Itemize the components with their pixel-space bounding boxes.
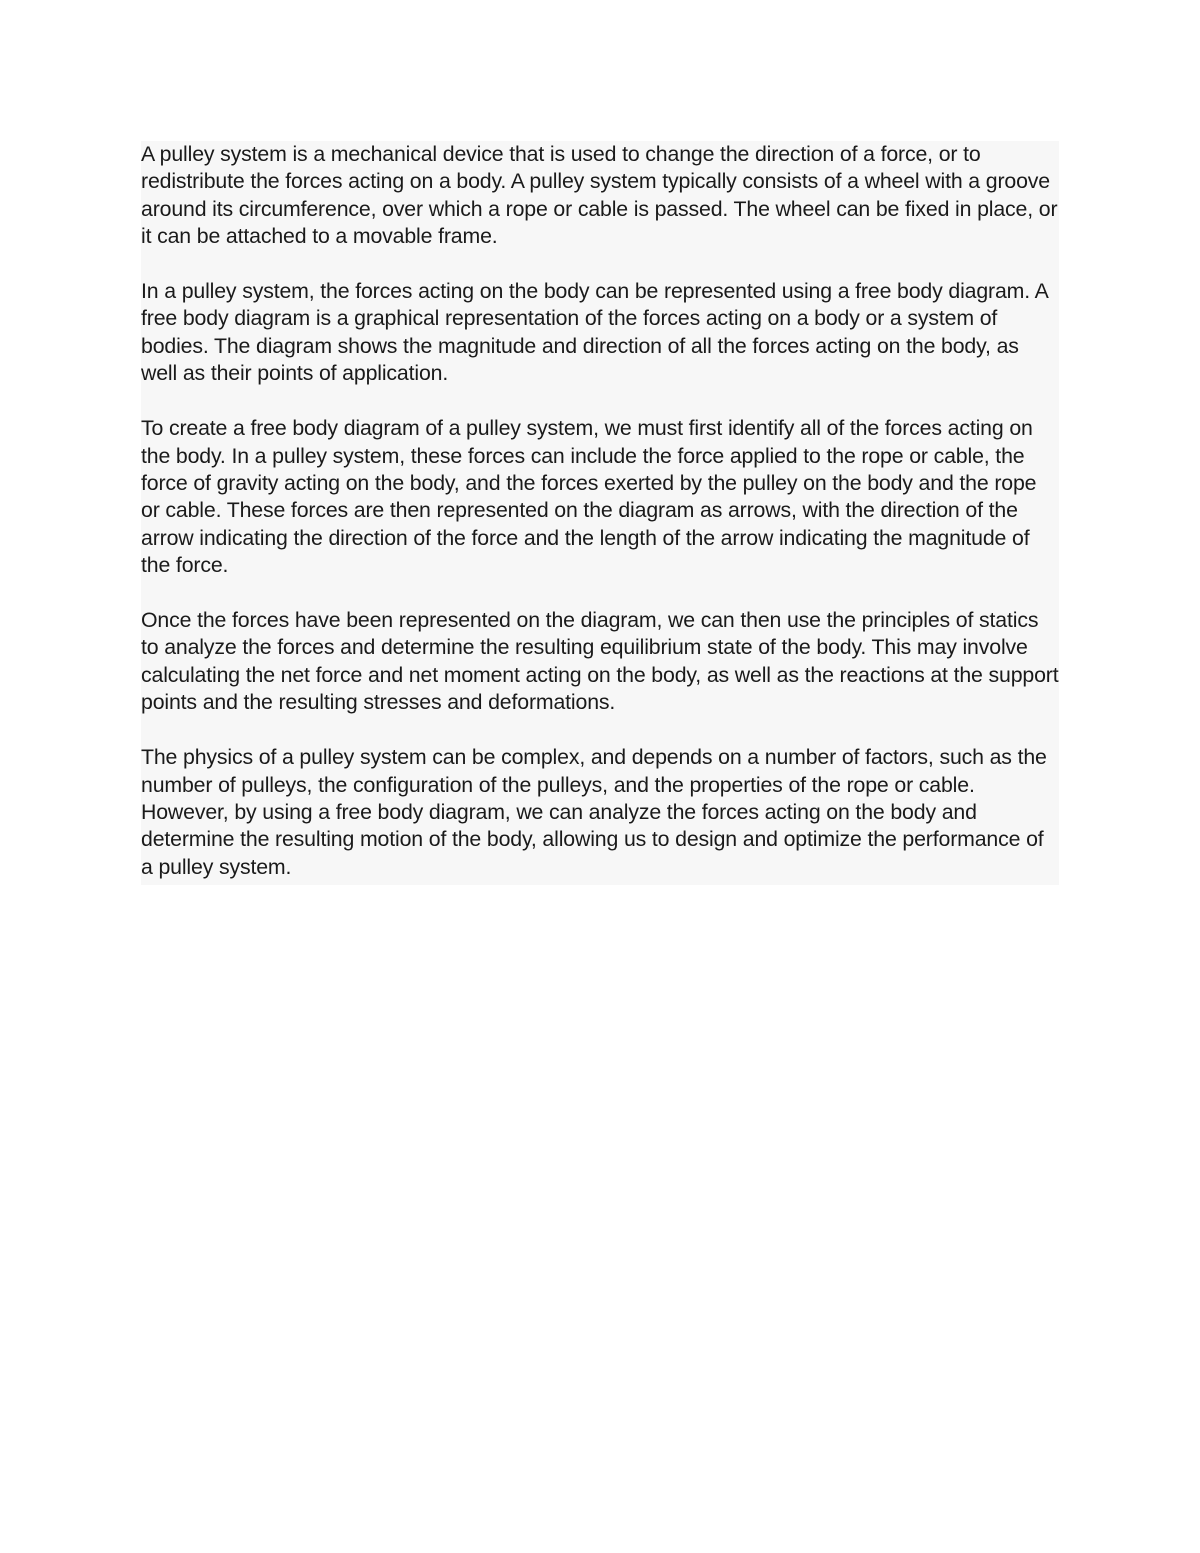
paragraph-3: To create a free body diagram of a pulley system, we must first identify all of the forces acting on the body. In a pulley system, these forces can include the force applied to the rope or cable, the force of gravity acting on the body, and the forces exerted by the pulley on the body and the rope or cable. These forces are then represented on the diagram as arrows, with the direction of the arrow indicating the direction of the force and the length of the arrow indicating the magnitude of the force. [141, 416, 1037, 577]
paragraph-4: Once the forces have been represented on the diagram, we can then use the principles of statics to analyze the forces and determine the resulting equilibrium state of the body. This may involve calculating the net force and net moment acting on the body, as well as the reactions at the support points and the resulting stresses and deformations. [141, 608, 1059, 715]
paragraph-5: The physics of a pulley system can be complex, and depends on a number of factors, such as the number of pulleys, the configuration of the pulleys, and the properties of the rope or cable. However, by using a free body diagram, we can analyze the forces acting on the body and determine the resulting motion of the body, allowing us to design and optimize the performance of a pulley system. [141, 745, 1047, 879]
document-body [141, 141, 1059, 885]
paragraph-1: A pulley system is a mechanical device that is used to change the direction of a force, or to redistribute the forces acting on a body. A pulley system typically consists of a wheel with a groove around its circumference, over which a rope or cable is passed. The wheel can be fixed in place, or it can be attached to a movable frame. [141, 142, 1058, 248]
paragraph-2: In a pulley system, the forces acting on the body can be represented using a free body diagram. A free body diagram is a graphical representation of the forces acting on a body or a system of bodies. The diagram shows the magnitude and direction of all the forces acting on the body, as well as their points of application. [141, 279, 1048, 386]
